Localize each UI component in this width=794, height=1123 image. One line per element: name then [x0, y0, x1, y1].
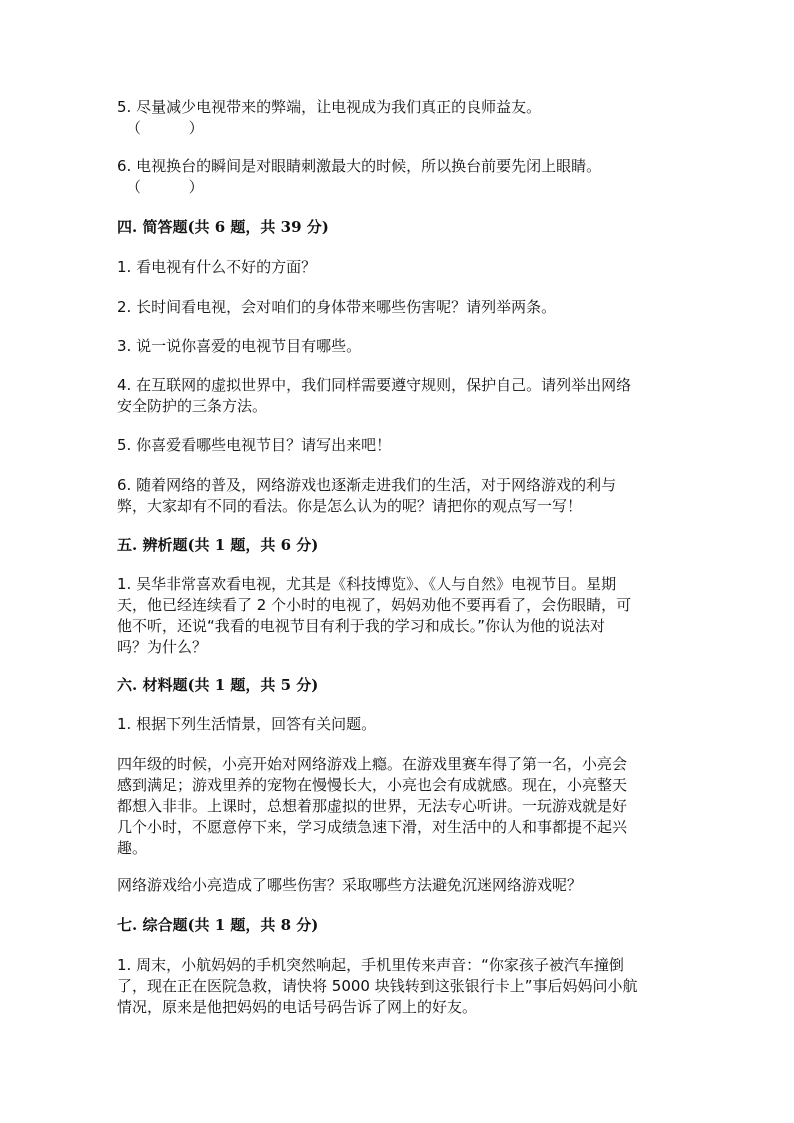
section-heading-analysis: 五. 辨析题(共 1 题，共 6 分): [117, 536, 319, 554]
short-answer-question-5: 5. 你喜爱看哪些电视节目？请写出来吧！: [117, 436, 392, 454]
question-line: 安全防护的三条方法。: [117, 397, 268, 415]
passage-line: 四年级的时候，小亮开始对网络游戏上瘾。在游戏里赛车得了第一名，小亮会: [117, 755, 628, 773]
question-line: 了，现在正在医院急救，请快将 5000 块钱转到这张银行卡上”事后妈妈问小航: [117, 977, 638, 995]
passage-line: 趣。: [117, 839, 148, 857]
question-line: 他不听，还说“我看的电视节目有利于我的学习和成长。”你认为他的说法对: [117, 617, 606, 635]
question-line: 弊，大家却有不同的看法。你是怎么认为的呢？请把你的观点写一写！: [117, 497, 583, 515]
question-line: 1. 吴华非常喜欢看电视，尤其是《科技博览》、《人与自然》电视节目。星期: [117, 575, 617, 593]
answer-parentheses-6[interactable]: （ ）: [126, 178, 204, 196]
material-prompt: 网络游戏给小亮造成了哪些伤害？采取哪些方法避免沉迷网络游戏呢？: [117, 876, 583, 894]
question-line: 6. 随着网络的普及，网络游戏也逐渐走进我们的生活，对于网络游戏的利与: [117, 476, 617, 494]
short-answer-question-1: 1. 看电视有什么不好的方面？: [117, 258, 317, 276]
passage-line: 都想入非非。上课时，总想着那虚拟的世界，无法专心听讲。一玩游戏就是好: [117, 797, 628, 815]
answer-parentheses-5[interactable]: （ ）: [126, 119, 204, 137]
question-line: 吗？为什么？: [117, 638, 208, 656]
section-heading-material: 六. 材料题(共 1 题，共 5 分): [117, 676, 319, 694]
comprehensive-question-1: [117, 955, 677, 1018]
question-line: 天，他已经连续看了 2 个小时的电视了，妈妈劝他不要再看了，会伤眼睛，可: [117, 596, 632, 614]
material-question-1: 1. 根据下列生活情景，回答有关问题。: [117, 715, 377, 733]
true-false-item-5: 5. 尽量减少电视带来的弊端，让电视成为我们真正的良师益友。: [117, 98, 542, 116]
section-heading-short-answer: 四. 简答题(共 6 题，共 39 分): [117, 218, 329, 236]
question-line: 1. 周末，小航妈妈的手机突然响起，手机里传来声音：“你家孩子被汽车撞倒: [117, 956, 624, 974]
section-heading-comprehensive: 七. 综合题(共 1 题，共 8 分): [117, 916, 319, 934]
analysis-question-1: [117, 574, 677, 658]
short-answer-question-2: 2. 长时间看电视，会对咱们的身体带来哪些伤害呢？请列举两条。: [117, 298, 557, 316]
short-answer-question-3: 3. 说一说你喜爱的电视节目有哪些。: [117, 337, 362, 355]
short-answer-question-4: [117, 375, 677, 417]
passage-line: 感到满足；游戏里养的宠物在慢慢长大，小亮也会有成就感。现在，小亮整天: [117, 776, 628, 794]
material-passage: [117, 754, 677, 859]
short-answer-question-6: [117, 475, 677, 517]
true-false-item-6: 6. 电视换台的瞬间是对眼睛刺激最大的时候，所以换台前要先闭上眼睛。: [117, 157, 602, 175]
passage-line: 几个小时，不愿意停下来，学习成绩急速下滑，对生活中的人和事都提不起兴: [117, 818, 628, 836]
question-line: 情况，原来是他把妈妈的电话号码告诉了网上的好友。: [117, 998, 478, 1016]
question-line: 4. 在互联网的虚拟世界中，我们同样需要遵守规则，保护自己。请列举出网络: [117, 376, 632, 394]
